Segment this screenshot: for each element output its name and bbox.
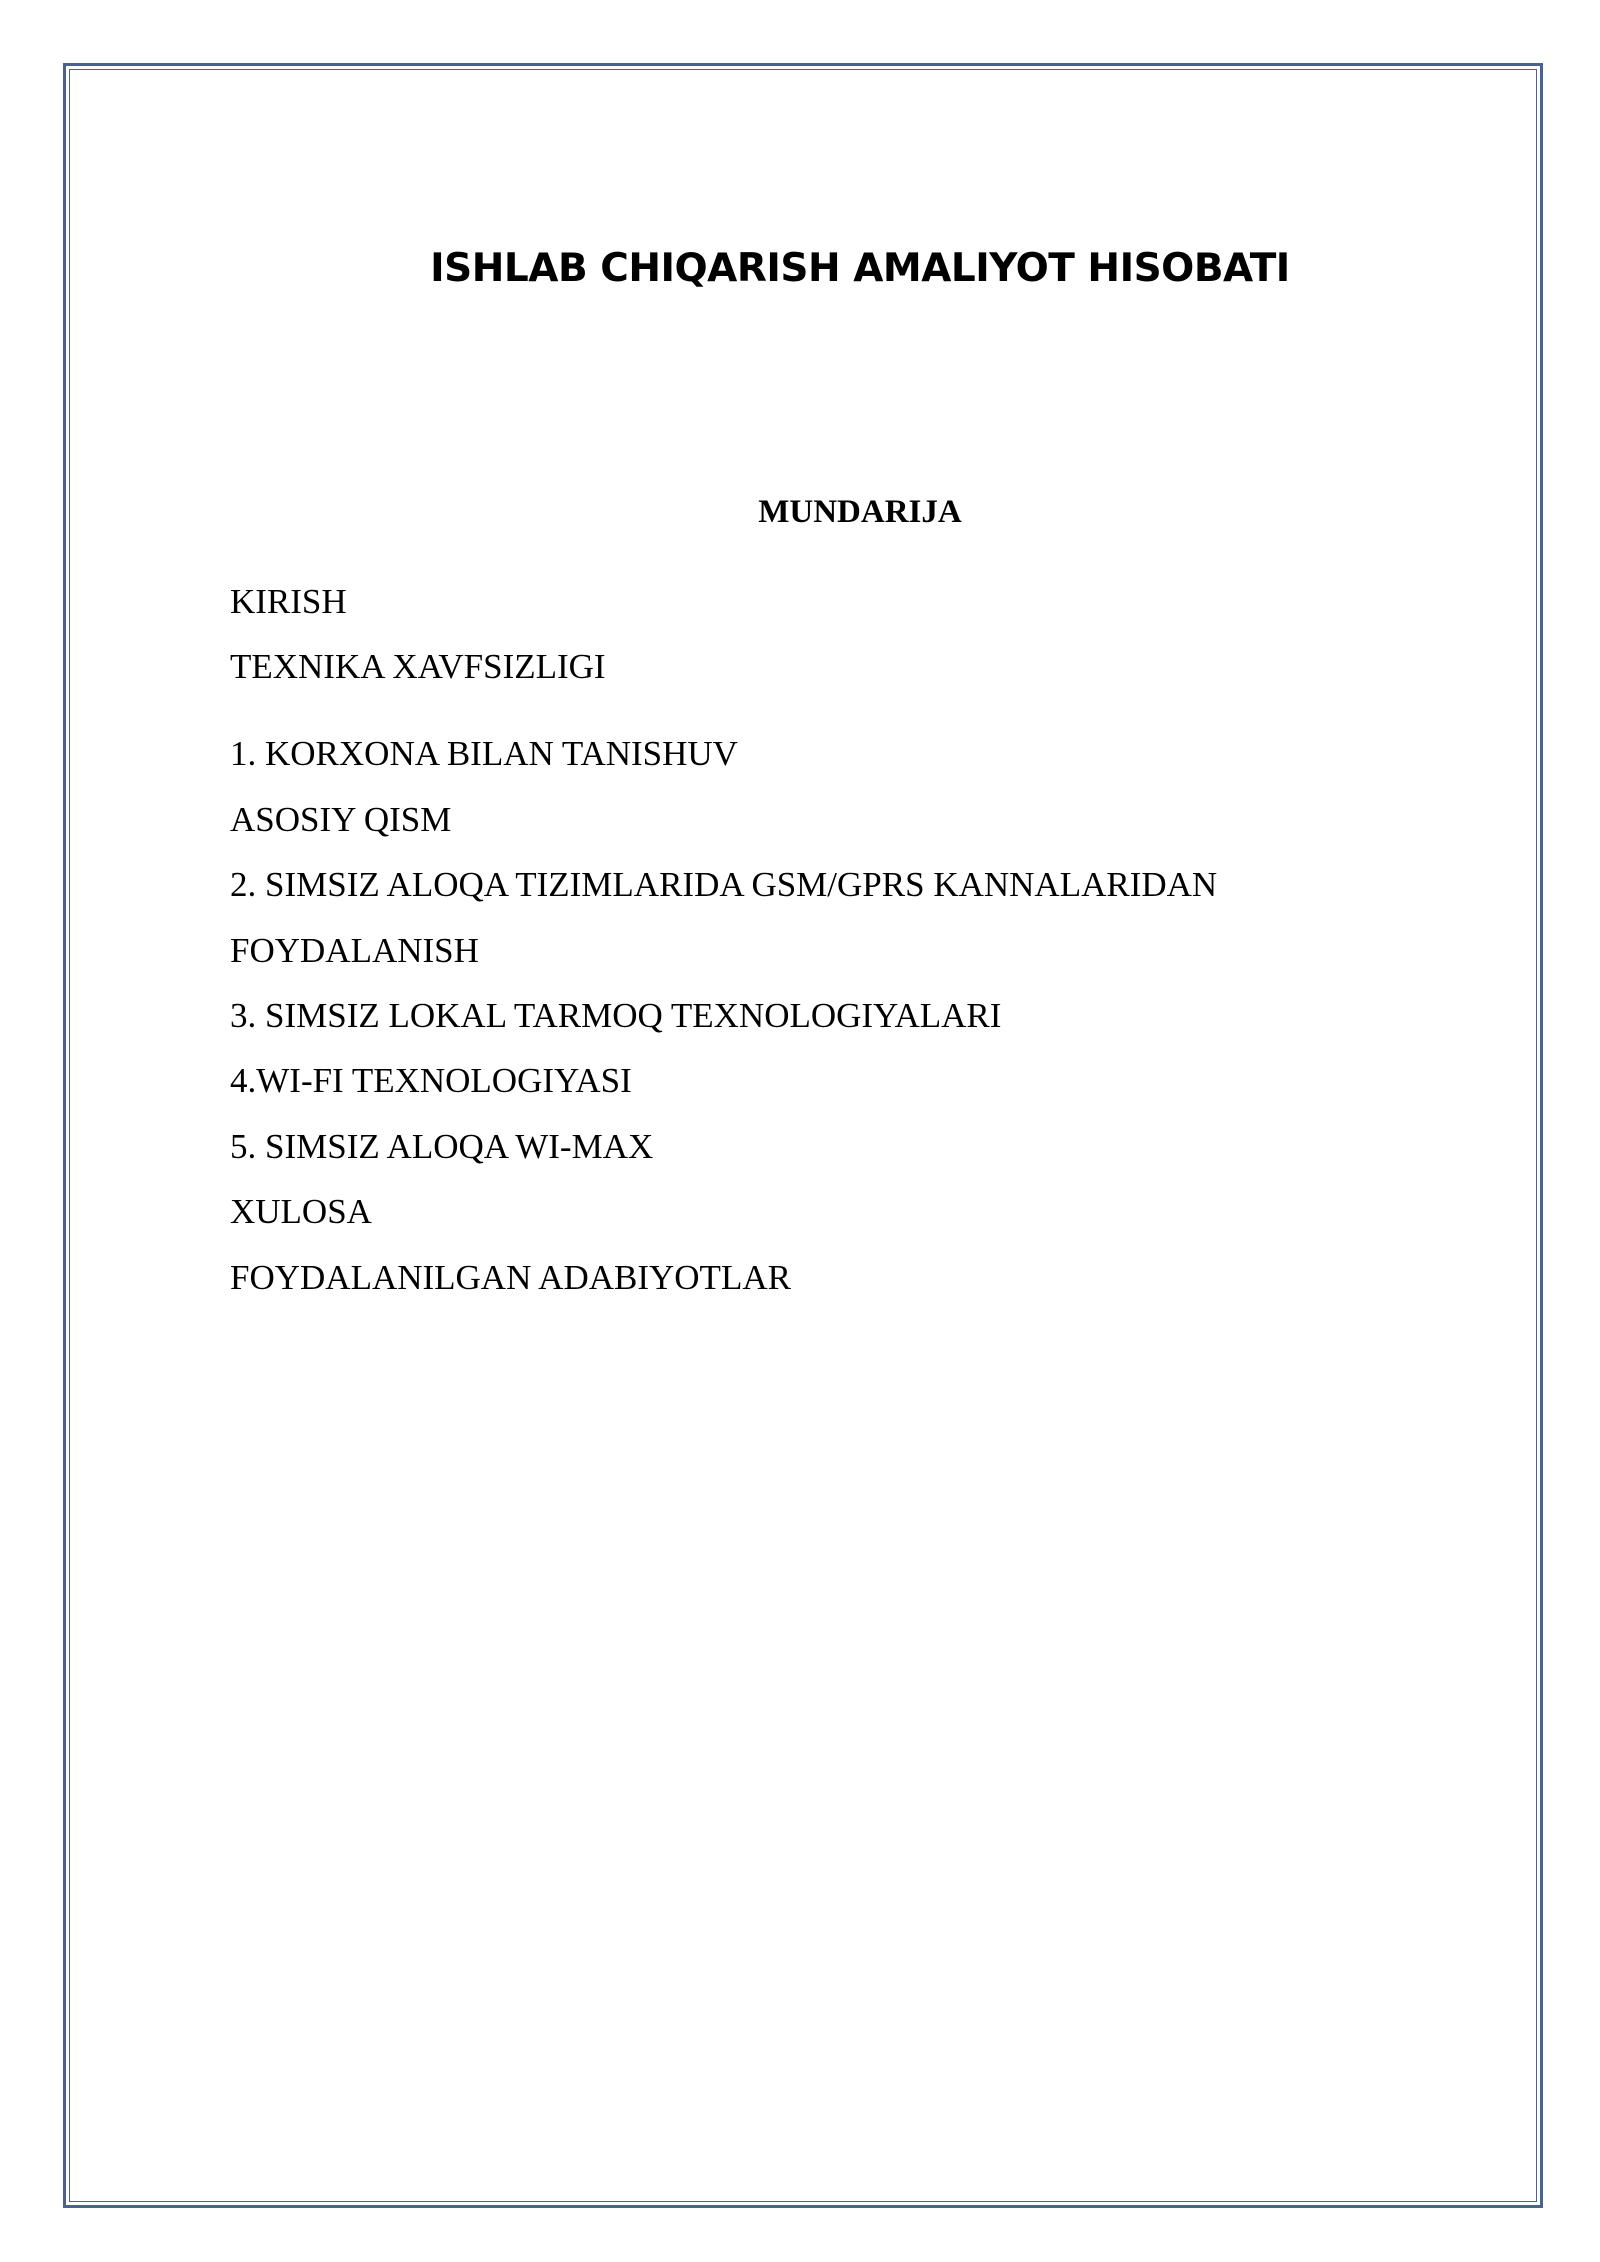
toc-item-xulosa: XULOSA (230, 1192, 372, 1232)
toc-item-adabiyotlar: FOYDALANILGAN ADABIYOTLAR (230, 1257, 791, 1297)
toc-item-wi-max: 5. SIMSIZ ALOQA WI-MAX (230, 1126, 654, 1166)
toc-item-texnika-xavfsizligi: TEXNIKA XAVFSIZLIGI (230, 647, 606, 687)
toc-item-kirish: KIRISH (230, 582, 347, 621)
table-of-contents-list (230, 576, 1217, 1317)
toc-item-foydalanish: FOYDALANISH (230, 930, 479, 970)
toc-item-simsiz-lokal-tarmoq: 3. SIMSIZ LOKAL TARMOQ TEXNOLOGIYALARI (230, 995, 1002, 1035)
toc-item-asosiy-qism: ASOSIY QISM (230, 799, 452, 839)
table-of-contents-heading: MUNDARIJA (758, 494, 962, 530)
document-title: ISHLAB CHIQARISH AMALIYOT HISOBATI (430, 246, 1290, 291)
toc-item-gsm-gprs: 2. SIMSIZ ALOQA TIZIMLARIDA GSM/GPRS KANNALARIDAN (230, 865, 1218, 905)
toc-item-wi-fi: 4.WI-FI TEXNOLOGIYASI (230, 1061, 632, 1101)
toc-item-korxona-bilan-tanishuv: 1. KORXONA BILAN TANISHUV (230, 734, 738, 774)
